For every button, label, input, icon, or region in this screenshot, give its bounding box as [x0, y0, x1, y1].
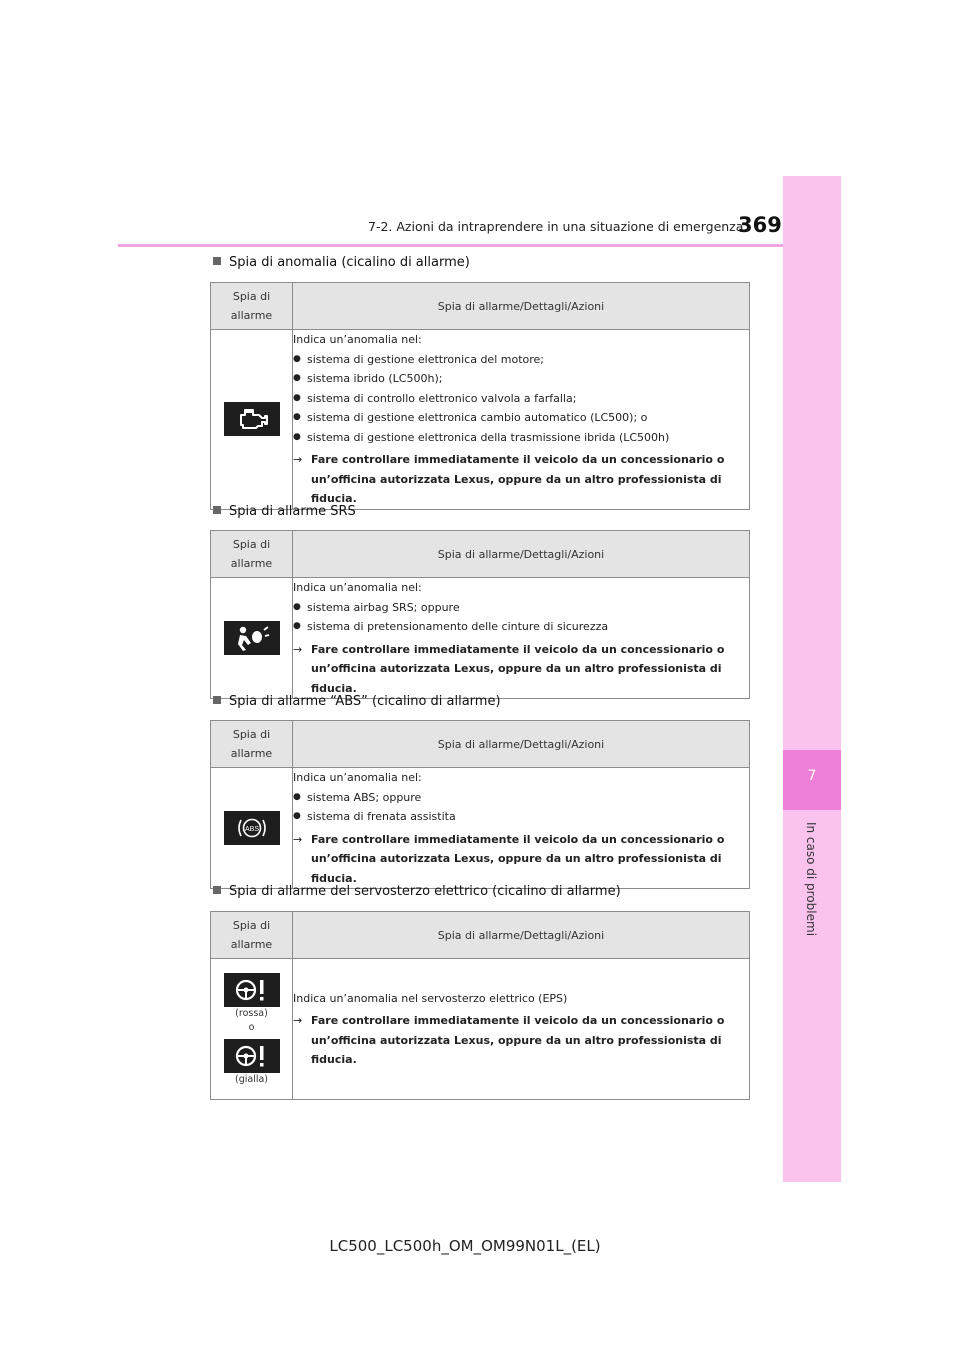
bullet-item: ● sistema di gestione elettronica del motore; [293, 350, 749, 370]
intro-text: Indica un’anomalia nel: [293, 333, 422, 346]
page-number: 369 [738, 213, 782, 237]
bullet-item: ● sistema di gestione elettronica cambio automatico (LC500); o [293, 408, 749, 428]
col-header-details: Spia di allarme/Dettagli/Azioni [293, 531, 750, 578]
check-engine-icon [224, 402, 280, 436]
col-header-light: Spia di allarme [211, 531, 293, 578]
col-header-details: Spia di allarme/Dettagli/Azioni [293, 721, 750, 768]
icon-label-yellow: (gialla) [234, 1074, 268, 1085]
side-band [783, 176, 841, 1182]
col-header-details: Spia di allarme/Dettagli/Azioni [293, 912, 750, 959]
section-title: Spia di allarme SRS [213, 504, 356, 519]
warning-table [210, 720, 750, 889]
bullet-item: ● sistema airbag SRS; oppure [293, 598, 749, 618]
header-rule [118, 244, 783, 247]
warning-table [210, 530, 750, 699]
chapter-number: 7 [807, 768, 817, 784]
icon-label-red: (rossa) [235, 1008, 268, 1019]
bullet-item: ● sistema di gestione elettronica della trasmissione ibrida (LC500h) [293, 428, 749, 448]
action-text: → Fare controllare immediatamente il veicolo da un concessionario o un’officina autorizzata Lexus, oppure da un altro professionista di fiducia. [293, 832, 725, 885]
section-title: Spia di anomalia (cicalino di allarme) [213, 255, 470, 270]
intro-text: Indica un’anomalia nel: [293, 581, 422, 594]
power-steering-red-icon [224, 973, 280, 1007]
warning-table [210, 911, 750, 1100]
power-steering-yellow-icon [224, 1039, 280, 1073]
footer-code: LC500_LC500h_OM_OM99N01L_(EL) [329, 1237, 601, 1255]
action-text: → Fare controllare immediatamente il veicolo da un concessionario o un’officina autorizzata Lexus, oppure da un altro professionista di fiducia. [293, 1014, 725, 1066]
chapter-label: In caso di problemi [804, 821, 818, 937]
header-title: 7-2. Azioni da intraprendere in una situazione di emergenza [368, 219, 744, 234]
abs-icon [224, 811, 280, 845]
action-text: → Fare controllare immediatamente il veicolo da un concessionario o un’officina autorizzata Lexus, oppure da un altro professionista di fiducia. [293, 453, 725, 505]
bullet-item: ● sistema di controllo elettronico valvola a farfalla; [293, 389, 749, 409]
section-title: Spia di allarme del servosterzo elettrico (cicalino di allarme) [213, 884, 621, 899]
col-header-light: Spia di allarme [211, 912, 293, 959]
col-header-light: Spia di allarme [211, 283, 293, 330]
warning-table [210, 282, 750, 510]
bullet-item: ● sistema di frenata assistita [293, 807, 749, 827]
bullet-item: ● sistema di pretensionamento delle cinture di sicurezza [293, 617, 749, 637]
svg-text:ABS: ABS [244, 826, 259, 833]
srs-airbag-icon [224, 621, 280, 655]
intro-text: Indica un’anomalia nel: [293, 771, 422, 784]
bullet-item: ● sistema ABS; oppure [293, 788, 749, 808]
icon-label-or: o [248, 1022, 255, 1033]
action-text: → Fare controllare immediatamente il veicolo da un concessionario o un’officina autorizzata Lexus, oppure da un altro professionista di fiducia. [293, 642, 725, 695]
col-header-details: Spia di allarme/Dettagli/Azioni [293, 283, 750, 330]
section-title: Spia di allarme “ABS” (cicalino di allarme) [213, 694, 501, 709]
intro-text: Indica un’anomalia nel servosterzo elettrico (EPS) [293, 991, 568, 1005]
col-header-light: Spia di allarme [211, 721, 293, 768]
bullet-item: ● sistema ibrido (LC500h); [293, 369, 749, 389]
